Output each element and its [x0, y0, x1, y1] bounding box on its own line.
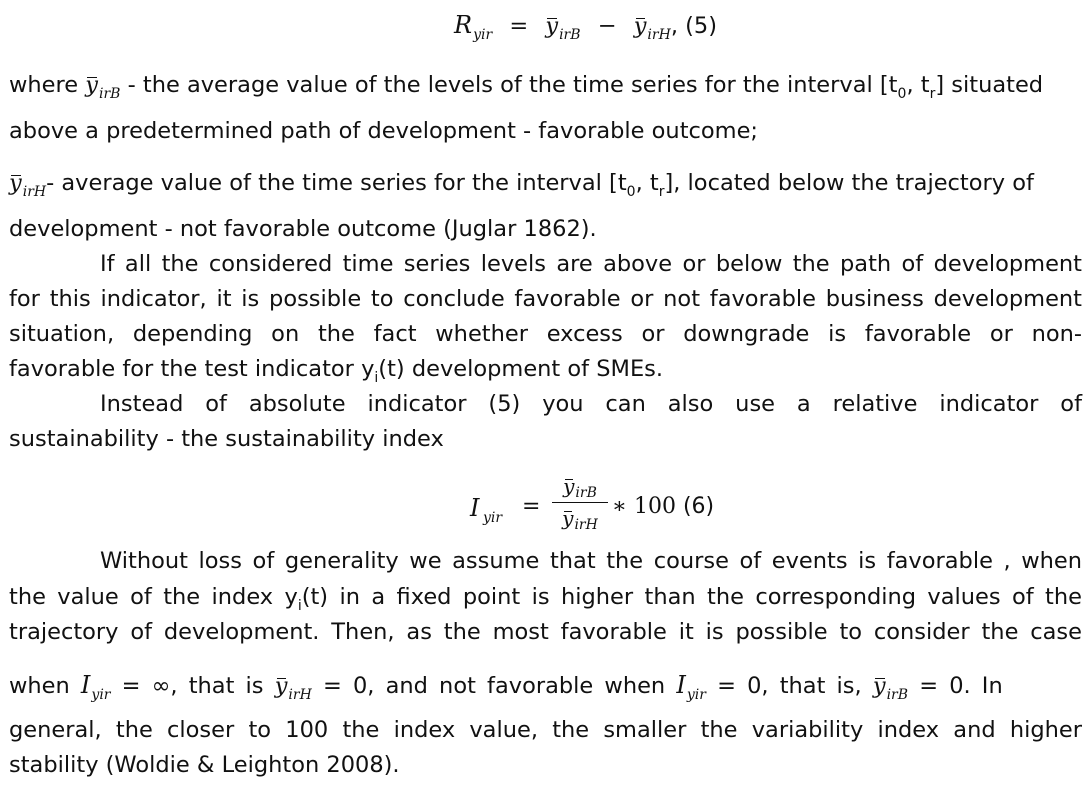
para5-line5: general, the closer to 100 the index value, the smaller the variability index and higher — [9, 717, 1082, 743]
eq6-denominator: $y_{irH}$ — [562, 506, 598, 533]
para3-line4: favorable for the test indicator $y_i(t)$ development of SMEs. — [9, 356, 664, 386]
ybar-irB-inline: y — [85, 72, 98, 98]
eq5-lhs-sub: yir — [473, 27, 493, 43]
para5-line4: when $I_{yir}$ = ∞, that is $y_{irH} = 0$, and not favorable when $I_{yir} = 0$, that is, $y_{irB} = 0$. In — [9, 671, 1003, 703]
eq6-equals: = — [522, 494, 541, 519]
eq5-ybar-B: y — [545, 13, 559, 39]
eq5-minus: − — [597, 13, 617, 39]
eq5-comma: , — [670, 13, 678, 39]
ybar-irH-inline: y — [9, 170, 22, 196]
para5-line6: stability (Woldie & Leighton 2008). — [9, 752, 400, 778]
para5-line3: trajectory of development. Then, as the most favorable it is possible to consider the case — [9, 619, 1082, 645]
para2-line2: development - not favorable outcome (Juglar 1862). — [9, 216, 597, 242]
eq5-lhs: R — [454, 11, 473, 39]
para4-line1: Instead of absolute indicator (5) you can also use a relative indicator of — [100, 391, 1082, 417]
para3-line3: situation, depending on the fact whether excess or downgrade is favorable or non- — [9, 321, 1082, 347]
eq6-numerator: $y_{irB}$ — [563, 474, 597, 501]
eq5-equals: = — [509, 13, 529, 39]
eq6-lhs-sub: yir — [483, 510, 503, 526]
eq5-tag: (5) — [685, 13, 717, 39]
para5-line1: Without loss of generality we assume that the course of events is favorable , when — [100, 548, 1082, 574]
para1-line1: where $y_{irB}$ - the average value of the levels of the time series for the interval [$t_0$, $t_r$] situated — [9, 72, 1044, 102]
para2-line1: $y_{irH}-$ average value of the time series for the interval [$t_0$, $t_r$], located below the trajectory of — [9, 170, 1034, 200]
equation-5 — [454, 12, 717, 42]
para3-line1: If all the considered time series levels are above or below the path of development — [100, 251, 1082, 277]
equation-6 — [470, 474, 730, 544]
eq6-fraction-bar — [552, 502, 608, 503]
para3-line2: for this indicator, it is possible to conclude favorable or not favorable business development — [9, 286, 1082, 312]
para5-line2: the value of the index $y_i(t)$ in a fixed point is higher than the corresponding values of the — [9, 584, 1082, 614]
eq5-sub-irB: irB — [559, 27, 581, 43]
eq6-lhs: I — [470, 494, 480, 522]
para4-line2: sustainability - the sustainability index — [9, 426, 444, 452]
eq5-sub-irH: irH — [647, 27, 671, 43]
para1-line2: above a predetermined path of development - favorable outcome; — [9, 118, 758, 144]
eq5-ybar-H: y — [633, 13, 647, 39]
eq6-tail: ∗ 100 (6) — [612, 494, 715, 519]
